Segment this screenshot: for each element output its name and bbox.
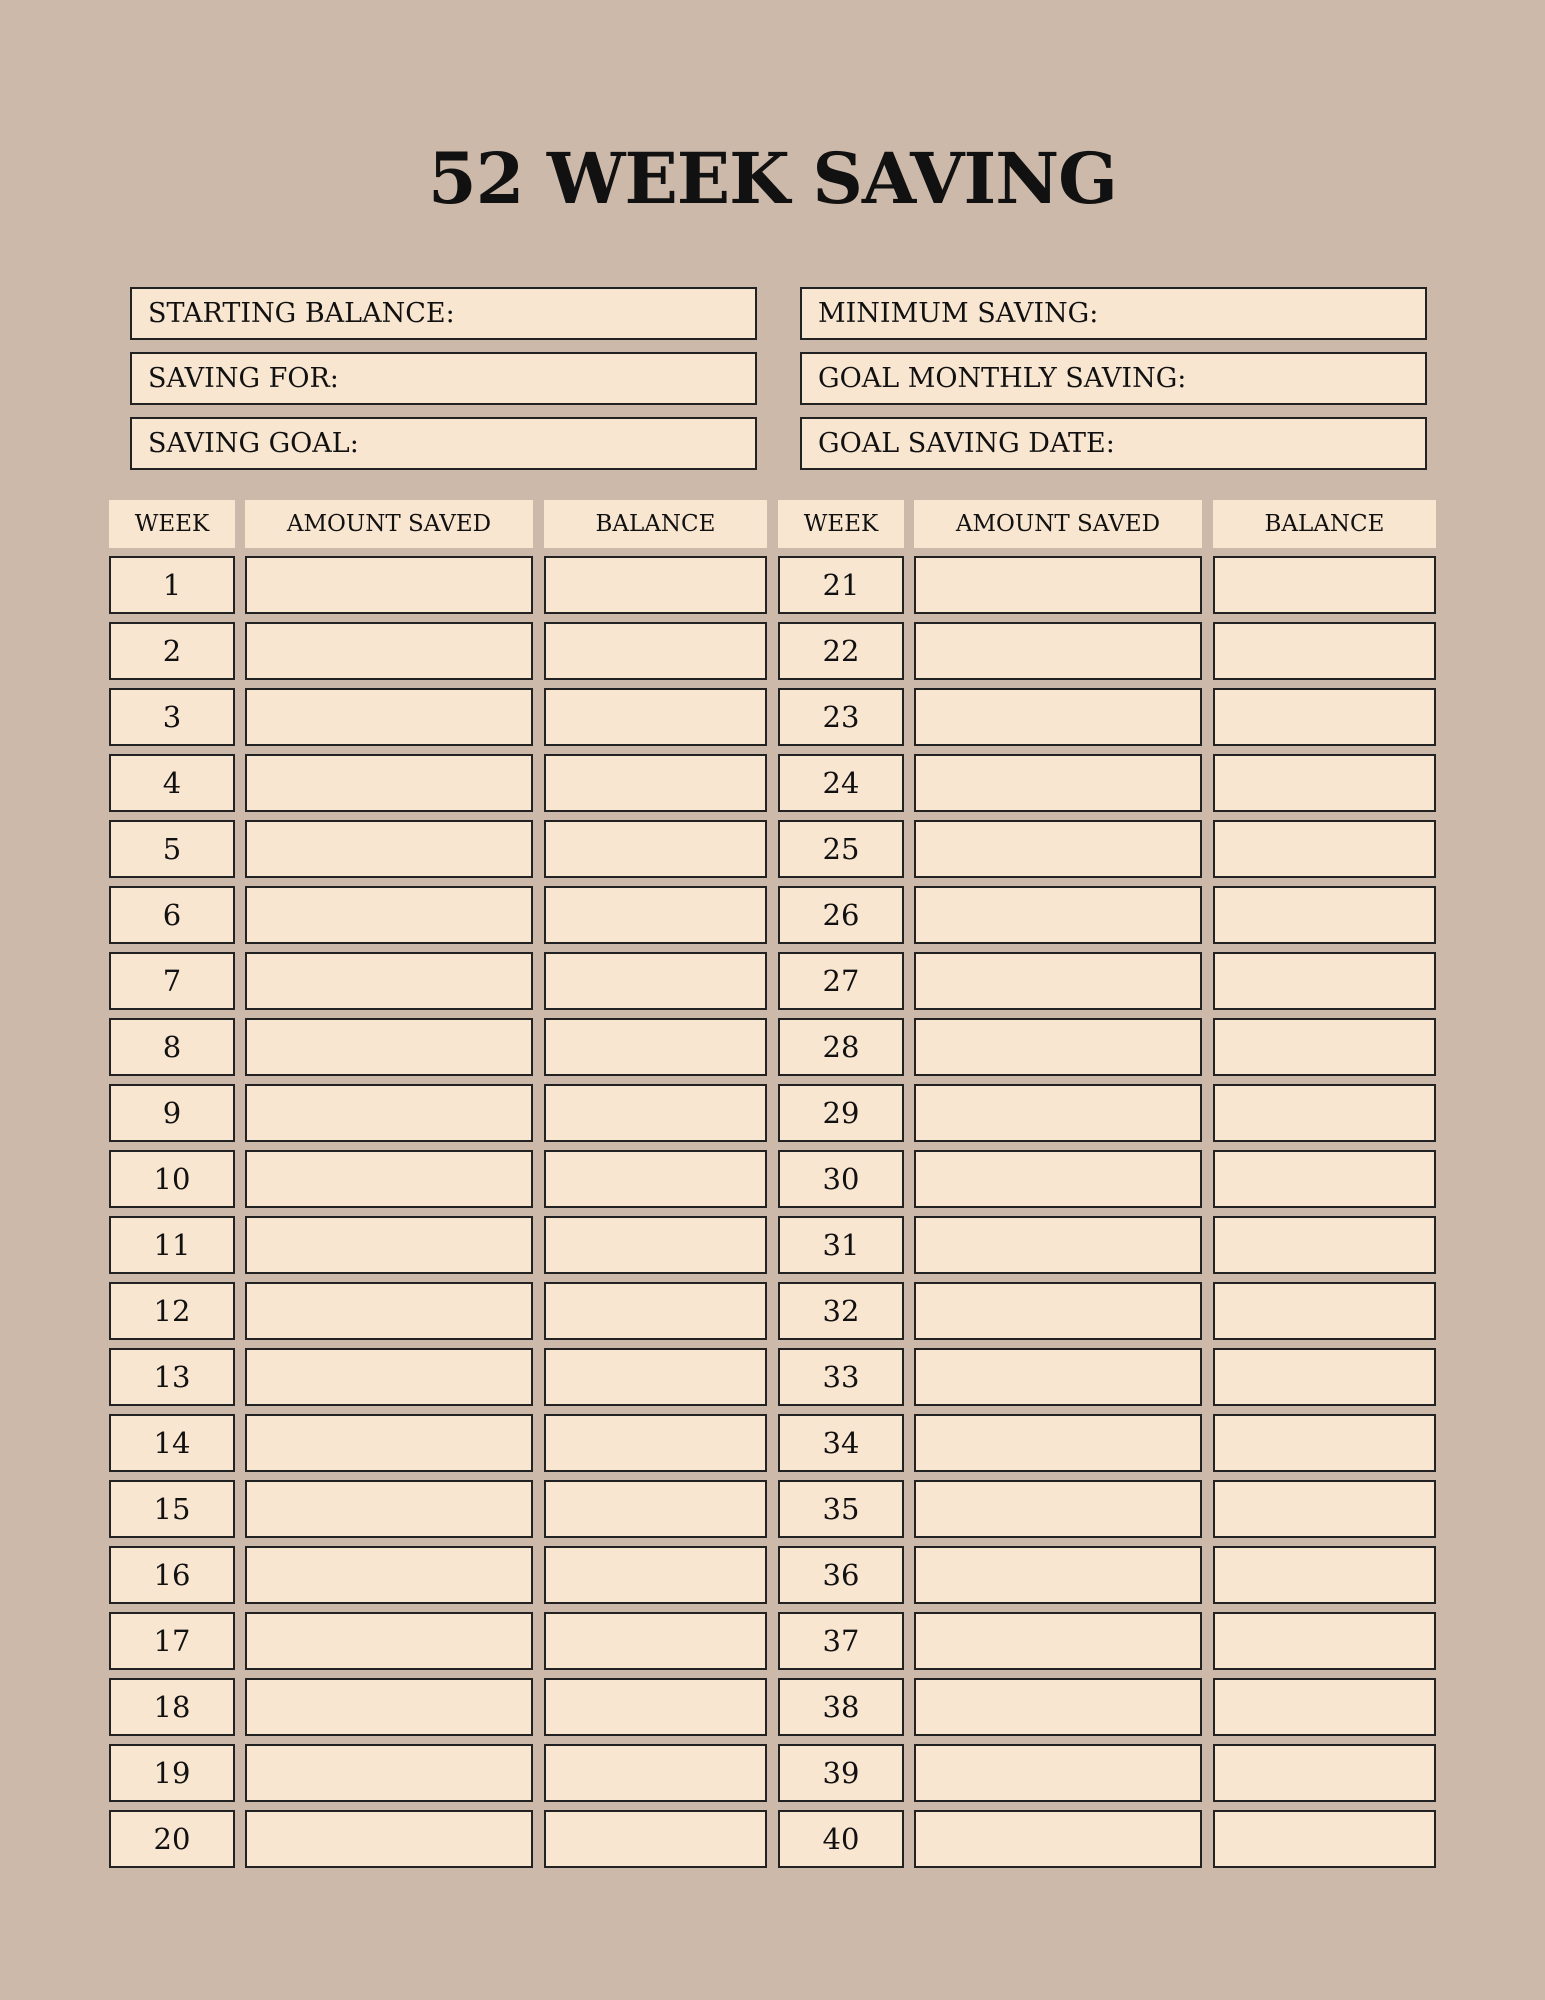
week-cell: 12 <box>109 1282 235 1340</box>
saving-goal-label: SAVING GOAL: <box>148 428 359 459</box>
amount-saved-input[interactable] <box>914 622 1202 680</box>
amount-saved-input[interactable] <box>245 622 533 680</box>
amount-saved-input[interactable] <box>914 1216 1202 1274</box>
balance-input[interactable] <box>1213 1810 1436 1868</box>
amount-saved-input[interactable] <box>914 1612 1202 1670</box>
table-row <box>109 1150 1436 1208</box>
week-cell: 28 <box>778 1018 904 1076</box>
balance-input[interactable] <box>1213 1744 1436 1802</box>
balance-input[interactable] <box>544 622 767 680</box>
table-row <box>109 1018 1436 1076</box>
week-cell: 21 <box>778 556 904 614</box>
starting-balance-field[interactable] <box>130 287 757 340</box>
table-row <box>109 1480 1436 1538</box>
week-cell: 14 <box>109 1414 235 1472</box>
balance-input[interactable] <box>544 952 767 1010</box>
balance-input[interactable] <box>544 1150 767 1208</box>
balance-input[interactable] <box>544 688 767 746</box>
week-cell: 27 <box>778 952 904 1010</box>
table-row <box>109 556 1436 614</box>
week-cell: 23 <box>778 688 904 746</box>
amount-saved-input[interactable] <box>245 886 533 944</box>
page-title: 52 WEEK SAVING <box>428 137 1117 220</box>
amount-saved-input[interactable] <box>914 1414 1202 1472</box>
week-cell: 11 <box>109 1216 235 1274</box>
week-cell: 17 <box>109 1612 235 1670</box>
week-cell: 24 <box>778 754 904 812</box>
week-cell: 13 <box>109 1348 235 1406</box>
amount-saved-input[interactable] <box>914 1546 1202 1604</box>
amount-saved-input[interactable] <box>914 1348 1202 1406</box>
week-cell: 38 <box>778 1678 904 1736</box>
table-row <box>109 1612 1436 1670</box>
amount-saved-input[interactable] <box>245 820 533 878</box>
goal-monthly-saving-field[interactable] <box>800 352 1427 405</box>
info-fields <box>130 287 1427 470</box>
amount-saved-input[interactable] <box>914 886 1202 944</box>
table-row <box>109 1414 1436 1472</box>
amount-saved-input[interactable] <box>245 1612 533 1670</box>
goal-monthly-saving-label: GOAL MONTHLY SAVING: <box>818 363 1187 394</box>
header-amount-saved-left: AMOUNT SAVED <box>245 500 533 548</box>
table-row <box>109 1744 1436 1802</box>
balance-input[interactable] <box>1213 622 1436 680</box>
amount-saved-input[interactable] <box>245 1678 533 1736</box>
week-cell: 10 <box>109 1150 235 1208</box>
amount-saved-input[interactable] <box>914 1084 1202 1142</box>
balance-input[interactable] <box>1213 1150 1436 1208</box>
table-row <box>109 886 1436 944</box>
balance-input[interactable] <box>1213 1348 1436 1406</box>
amount-saved-input[interactable] <box>245 1744 533 1802</box>
amount-saved-input[interactable] <box>245 1480 533 1538</box>
balance-input[interactable] <box>544 1744 767 1802</box>
table-row <box>109 952 1436 1010</box>
table-row <box>109 754 1436 812</box>
header-amount-saved-right: AMOUNT SAVED <box>914 500 1202 548</box>
week-cell: 4 <box>109 754 235 812</box>
amount-saved-input[interactable] <box>245 556 533 614</box>
week-cell: 37 <box>778 1612 904 1670</box>
amount-saved-input[interactable] <box>245 1282 533 1340</box>
balance-input[interactable] <box>1213 1018 1436 1076</box>
goal-saving-date-field[interactable] <box>800 417 1427 470</box>
balance-input[interactable] <box>544 556 767 614</box>
week-cell: 16 <box>109 1546 235 1604</box>
amount-saved-input[interactable] <box>914 1150 1202 1208</box>
amount-saved-input[interactable] <box>245 1150 533 1208</box>
table-row <box>109 1678 1436 1736</box>
table-row <box>109 622 1436 680</box>
amount-saved-input[interactable] <box>914 1810 1202 1868</box>
balance-input[interactable] <box>1213 820 1436 878</box>
table-row <box>109 1348 1436 1406</box>
balance-input[interactable] <box>544 1282 767 1340</box>
week-cell: 22 <box>778 622 904 680</box>
amount-saved-input[interactable] <box>245 1810 533 1868</box>
week-cell: 19 <box>109 1744 235 1802</box>
amount-saved-input[interactable] <box>245 1348 533 1406</box>
balance-input[interactable] <box>1213 1414 1436 1472</box>
starting-balance-label: STARTING BALANCE: <box>148 298 455 329</box>
amount-saved-input[interactable] <box>914 556 1202 614</box>
week-cell: 32 <box>778 1282 904 1340</box>
balance-input[interactable] <box>544 886 767 944</box>
amount-saved-input[interactable] <box>245 1018 533 1076</box>
week-cell: 39 <box>778 1744 904 1802</box>
amount-saved-input[interactable] <box>245 1216 533 1274</box>
header-balance-left: BALANCE <box>544 500 767 548</box>
balance-input[interactable] <box>1213 556 1436 614</box>
amount-saved-input[interactable] <box>914 1018 1202 1076</box>
goal-saving-date-label: GOAL SAVING DATE: <box>818 428 1115 459</box>
table-row <box>109 1546 1436 1604</box>
week-cell: 2 <box>109 622 235 680</box>
amount-saved-input[interactable] <box>914 820 1202 878</box>
balance-input[interactable] <box>1213 1084 1436 1142</box>
week-cell: 33 <box>778 1348 904 1406</box>
week-cell: 20 <box>109 1810 235 1868</box>
amount-saved-input[interactable] <box>245 754 533 812</box>
week-cell: 5 <box>109 820 235 878</box>
table-body <box>109 556 1436 1868</box>
week-cell: 8 <box>109 1018 235 1076</box>
balance-input[interactable] <box>544 1084 767 1142</box>
amount-saved-input[interactable] <box>245 1414 533 1472</box>
balance-input[interactable] <box>544 1810 767 1868</box>
week-cell: 9 <box>109 1084 235 1142</box>
balance-input[interactable] <box>1213 1678 1436 1736</box>
saving-goal-field[interactable] <box>130 417 757 470</box>
amount-saved-input[interactable] <box>245 688 533 746</box>
week-cell: 29 <box>778 1084 904 1142</box>
week-cell: 34 <box>778 1414 904 1472</box>
week-cell: 15 <box>109 1480 235 1538</box>
amount-saved-input[interactable] <box>914 952 1202 1010</box>
balance-input[interactable] <box>1213 688 1436 746</box>
balance-input[interactable] <box>544 1216 767 1274</box>
table-row <box>109 820 1436 878</box>
table-row <box>109 1282 1436 1340</box>
week-cell: 1 <box>109 556 235 614</box>
week-cell: 31 <box>778 1216 904 1274</box>
week-cell: 3 <box>109 688 235 746</box>
header-balance-right: BALANCE <box>1213 500 1436 548</box>
balance-input[interactable] <box>1213 1480 1436 1538</box>
balance-input[interactable] <box>1213 886 1436 944</box>
balance-input[interactable] <box>1213 754 1436 812</box>
week-cell: 35 <box>778 1480 904 1538</box>
week-cell: 18 <box>109 1678 235 1736</box>
balance-input[interactable] <box>544 1348 767 1406</box>
amount-saved-input[interactable] <box>914 688 1202 746</box>
week-cell: 26 <box>778 886 904 944</box>
week-cell: 6 <box>109 886 235 944</box>
balance-input[interactable] <box>544 1678 767 1736</box>
amount-saved-input[interactable] <box>914 1282 1202 1340</box>
week-cell: 30 <box>778 1150 904 1208</box>
amount-saved-input[interactable] <box>245 952 533 1010</box>
amount-saved-input[interactable] <box>245 1546 533 1604</box>
header-week-left: WEEK <box>109 500 235 548</box>
week-cell: 40 <box>778 1810 904 1868</box>
balance-input[interactable] <box>544 820 767 878</box>
amount-saved-input[interactable] <box>914 1678 1202 1736</box>
balance-input[interactable] <box>544 754 767 812</box>
balance-input[interactable] <box>544 1612 767 1670</box>
balance-input[interactable] <box>1213 1546 1436 1604</box>
table-row <box>109 1084 1436 1142</box>
amount-saved-input[interactable] <box>914 754 1202 812</box>
balance-input[interactable] <box>1213 1216 1436 1274</box>
week-cell: 36 <box>778 1546 904 1604</box>
minimum-saving-field[interactable] <box>800 287 1427 340</box>
balance-input[interactable] <box>1213 1612 1436 1670</box>
table-header <box>109 500 1436 548</box>
amount-saved-input[interactable] <box>245 1084 533 1142</box>
balance-input[interactable] <box>544 1018 767 1076</box>
savings-table <box>109 500 1436 1868</box>
saving-for-label: SAVING FOR: <box>148 363 339 394</box>
amount-saved-input[interactable] <box>914 1744 1202 1802</box>
balance-input[interactable] <box>1213 1282 1436 1340</box>
table-row <box>109 1810 1436 1868</box>
minimum-saving-label: MINIMUM SAVING: <box>818 298 1099 329</box>
amount-saved-input[interactable] <box>914 1480 1202 1538</box>
balance-input[interactable] <box>544 1480 767 1538</box>
table-row <box>109 1216 1436 1274</box>
balance-input[interactable] <box>544 1546 767 1604</box>
week-cell: 25 <box>778 820 904 878</box>
balance-input[interactable] <box>544 1414 767 1472</box>
balance-input[interactable] <box>1213 952 1436 1010</box>
week-cell: 7 <box>109 952 235 1010</box>
table-row <box>109 688 1436 746</box>
saving-for-field[interactable] <box>130 352 757 405</box>
header-week-right: WEEK <box>778 500 904 548</box>
